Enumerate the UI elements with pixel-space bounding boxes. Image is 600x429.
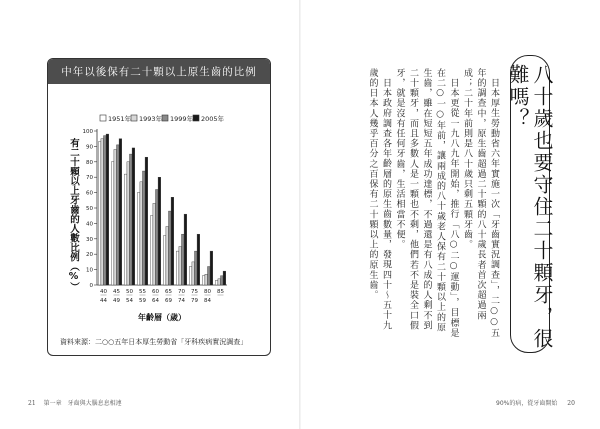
y-tick-label: 0 — [89, 283, 93, 289]
legend-swatch-3 — [193, 115, 199, 121]
chapter-title: 八十歲也要守住二十顆牙，很難嗎？ — [506, 64, 554, 350]
bar-7-2 — [195, 251, 198, 285]
y-tick-label: 90 — [86, 144, 93, 151]
bar-8-1 — [205, 274, 208, 285]
bar-3-2 — [143, 171, 146, 285]
x-tick-label-bottom: 79 — [191, 298, 198, 304]
bar-9-3 — [223, 271, 226, 285]
x-axis-label: 年齡層（歲） — [138, 313, 186, 322]
bar-8-0 — [202, 276, 205, 285]
bar-7-0 — [189, 267, 192, 285]
y-tick-label: 60 — [86, 190, 93, 197]
legend-swatch-1 — [131, 115, 137, 121]
legend-swatch-0 — [100, 115, 106, 121]
x-tick-label-top: 75 — [191, 289, 198, 295]
chapter-label-left: 第一章 牙齒與大腦息息相連 — [43, 400, 122, 407]
bar-4-2 — [156, 190, 159, 285]
page-number-left: 21 — [28, 400, 36, 407]
x-tick-label-top: 60 — [152, 289, 159, 295]
x-tick-label-bottom: 74 — [178, 298, 185, 304]
bar-7-3 — [197, 234, 200, 285]
y-tick-label: 50 — [86, 206, 93, 212]
bar-6-3 — [184, 214, 187, 285]
bar-8-3 — [210, 251, 213, 285]
chart-y-axis-label: 有二十顆以上牙齒的人數比例（%） — [68, 138, 79, 292]
page-number-right: 20 — [567, 400, 575, 407]
x-tick-label-bottom: 84 — [204, 298, 211, 304]
x-tick-label-top: 65 — [165, 289, 172, 295]
y-tick-label: 100 — [82, 129, 93, 135]
x-tick-label-bottom: 44 — [100, 298, 107, 304]
legend-label-3: 2005年 — [201, 115, 225, 123]
y-tick-label: 30 — [86, 236, 93, 243]
x-tick-label-bottom: 69 — [165, 298, 172, 304]
bar-6-1 — [179, 247, 182, 286]
y-tick-label: 40 — [86, 221, 93, 228]
legend-swatch-2 — [162, 115, 168, 121]
bar-0-3 — [106, 134, 109, 285]
bar-5-0 — [163, 236, 166, 285]
x-tick-label-top: 55 — [139, 289, 146, 295]
x-tick-label-top: 85 — [217, 289, 224, 295]
x-tick-label-top: 80 — [204, 289, 211, 295]
bar-5-3 — [171, 197, 174, 285]
bar-2-0 — [124, 174, 127, 285]
bar-4-3 — [158, 177, 161, 285]
bar-1-3 — [119, 139, 122, 285]
footer-left — [28, 398, 122, 407]
bar-2-1 — [127, 162, 130, 285]
bar-3-1 — [140, 182, 143, 285]
bar-0-1 — [101, 139, 104, 285]
chart-source: 資料來源：二○○五年日本厚生勞動省「牙科疾病實況調查」 — [60, 338, 248, 346]
bar-7-1 — [192, 262, 195, 285]
bar-9-0 — [215, 280, 218, 285]
paragraph-2: 日本更從一九八九年開始，推行「八○二○運動」，目標是在二○一○年前，讓兩成的八十歲老人保有二十顆以上的原生齒，雖在短短五年成功達標，不過還是有八成的人剩不到二十顆牙，而且多數人是一顆也不剩，他們若不是裝全口假牙，就是沒有任何牙齒，生活相當不便。 — [394, 68, 459, 338]
chapter-title-box — [506, 55, 554, 353]
paragraph-1: 日本厚生勞動省六年實施一次「牙齒實況調查」，二○○五年的調查中，原生齒超過二十顆的八十歲長者首次超過兩成；二十年前則是八十歲只剩五顆牙齒。 — [462, 68, 499, 338]
x-tick-label-top: 50 — [126, 289, 133, 295]
y-tick-label: 10 — [86, 267, 93, 274]
legend-label-2: 1999年 — [170, 115, 194, 123]
y-tick-label: 70 — [86, 175, 93, 182]
bar-3-3 — [145, 157, 148, 285]
bar-5-2 — [169, 211, 172, 285]
x-tick-label-bottom: 49 — [113, 298, 120, 304]
x-tick-label-top: 45 — [113, 289, 120, 295]
x-tick-label-top: 40 — [100, 289, 107, 295]
bar-5-1 — [166, 226, 169, 285]
x-tick-label-bottom: 54 — [126, 298, 133, 304]
bar-1-1 — [114, 149, 117, 285]
bar-4-1 — [153, 203, 156, 285]
chart-box-title: 中年以後保有二十顆以上原生齒的比例 — [48, 59, 270, 84]
bar-4-0 — [150, 216, 153, 285]
x-tick-label-bottom: 59 — [139, 298, 146, 304]
body-text — [365, 68, 500, 338]
legend-label-0: 1951年 — [108, 115, 132, 123]
bar-2-3 — [132, 148, 135, 285]
bar-0-2 — [104, 136, 107, 285]
bar-9-1 — [218, 279, 221, 285]
x-tick-label-top: 70 — [178, 289, 185, 295]
chapter-label-right: 90%的病，從牙齒開始 — [496, 400, 558, 407]
x-tick-label-bottom: 64 — [152, 298, 159, 304]
bar-6-0 — [176, 251, 179, 285]
bar-1-0 — [111, 162, 114, 285]
footer-right — [496, 398, 575, 407]
bar-2-2 — [130, 154, 133, 285]
y-tick-label: 80 — [86, 159, 93, 166]
paragraph-3: 日本政府調查各年齡層的原生齒數量，發現四十～五十九歲的日本人幾乎百分之百保有二十顆以上的原生齒。 — [367, 68, 391, 331]
bar-0-0 — [98, 142, 101, 285]
bar-chart — [0, 28, 300, 358]
y-tick-label: 20 — [86, 252, 93, 259]
legend-label-1: 1993年 — [139, 115, 163, 123]
bar-9-2 — [221, 276, 224, 285]
bar-1-2 — [117, 145, 120, 285]
bar-6-2 — [182, 234, 185, 285]
bar-8-2 — [208, 267, 211, 285]
bar-3-0 — [137, 193, 140, 285]
